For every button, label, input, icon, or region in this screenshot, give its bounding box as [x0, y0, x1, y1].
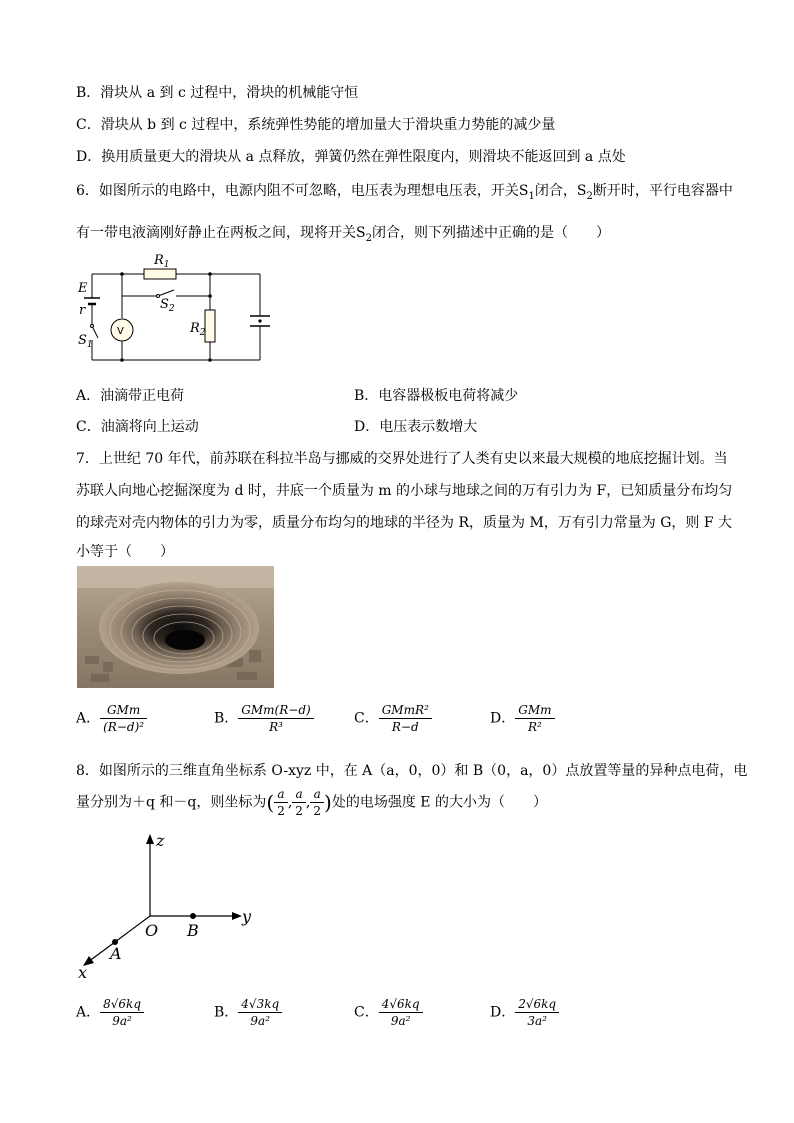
q6-stem-line1: 6．如图所示的电路中，电源内阻不可忽略，电压表为理想电压表，开关$S_1$闭合，$S_2$断开时，平行电容器中 — [76, 183, 733, 202]
q6-option-d: D．电压表示数增大 — [354, 419, 478, 435]
switch-s2-label: $S_2$ — [160, 297, 175, 314]
q8-stem-line1: 8．如图所示的三维直角坐标系 O-xyz 中，在 A（a，0，0）和 B（0，a，0）点放置等量的异种点电荷，电 — [76, 763, 748, 779]
mine-pit-photo — [77, 566, 274, 688]
resistor-r1-label: $R_1$ — [154, 253, 170, 270]
q6-option-b: B．电容器极板电荷将减少 — [354, 388, 519, 404]
q7-option-a: A． $\frac{\text{GMm}}{\text{(R−d)²}}$ — [76, 702, 147, 735]
axis-x-label: x — [78, 963, 88, 982]
q5-option-d: D．换用质量更大的滑块从 a 点释放，弹簧仍然在弹性限度内，则滑块不能返回到 a 点处 — [76, 149, 626, 165]
q6-stem-line2: 有一带电液滴刚好静止在两板之间，现将开关$S_2$闭合，则下列描述中正确的是（ ） — [76, 225, 610, 244]
internal-resistance-label: r — [79, 303, 86, 318]
point-a-label: A — [110, 944, 122, 963]
point-b-dot — [190, 913, 196, 919]
q5-option-c: C．滑块从 b 到 c 过程中，系统弹性势能的增加量大于滑块重力势能的减少量 — [76, 117, 556, 133]
q7-stem-line2: 苏联人向地心挖掘深度为 d 时，井底一个质量为 m 的小球与地球之间的万有引力为 F，已知质量分布均匀 — [76, 483, 733, 499]
q7-option-c: C． $\frac{\text{GMmR²}}{R-d}$ — [354, 702, 432, 735]
q7-stem-line4: 小等于（ ） — [76, 544, 174, 560]
q7-option-b: B． $\frac{\text{GMm(R−d)}}{\text{R³}}$ — [214, 702, 314, 735]
point-b-label: B — [187, 921, 199, 940]
axis-z-label: z — [156, 831, 165, 850]
switch-s1-label: $S_1$ — [78, 333, 93, 350]
q8-option-c: C． $\frac{4√6kq}{\text{9a²}}$ — [354, 996, 423, 1029]
q7-stem-line1: 7．上世纪 70 年代，前苏联在科拉半岛与挪威的交界处进行了人类有史以来最大规模的地底挖掘计划。当 — [76, 451, 728, 467]
emf-label: E — [78, 281, 88, 296]
resistor-r2-label: $R_2$ — [190, 321, 206, 338]
q7-option-d: D． $\frac{\text{GMm}}{\text{R²}}$ — [490, 702, 555, 735]
q8-option-a: A． $\frac{8√6kq}{\text{9a²}}$ — [76, 996, 144, 1029]
q8-option-d: D． $\frac{2√6kq}{\text{3a²}}$ — [490, 996, 559, 1029]
q6-option-c: C．油滴将向上运动 — [76, 419, 199, 435]
q8-option-b: B． $\frac{4√3kq}{\text{9a²}}$ — [214, 996, 282, 1029]
q8-coordinate-axes — [72, 826, 272, 984]
q6-circuit-diagram — [76, 252, 276, 372]
q5-option-b: B．滑块从 a 到 c 过程中，滑块的机械能守恒 — [76, 85, 359, 101]
q7-stem-line3: 的球壳对壳内物体的引力为零，质量分布均匀的地球的半径为 R，质量为 M，万有引力常量为 G，则 F 大 — [76, 515, 733, 531]
axis-y-label: y — [242, 907, 252, 926]
q6-option-a: A．油滴带正电荷 — [76, 388, 185, 404]
q8-stem-line2: 量分别为＋q 和－q，则坐标为( $\frac{a}{2}$ , $\frac{a}{2}$ , $\frac{a}{2}$ )处的电场强度 E 的大小为（ ） — [76, 787, 547, 818]
origin-label: O — [145, 921, 159, 940]
voltmeter-label: V — [117, 326, 124, 337]
